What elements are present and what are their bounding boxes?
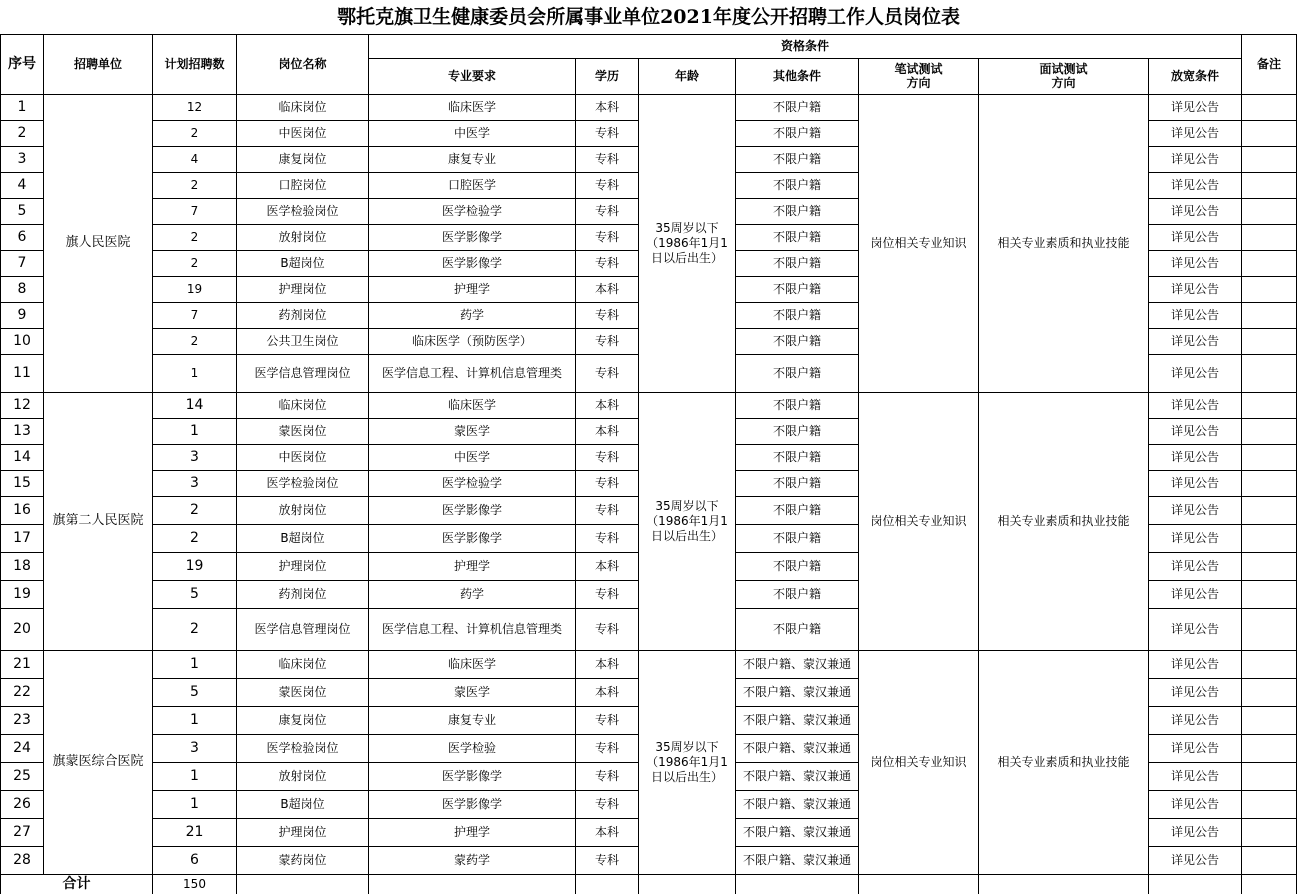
row-education: 专科 — [576, 302, 639, 328]
row-education: 专科 — [576, 354, 639, 392]
row-education: 专科 — [576, 146, 639, 172]
row-relax-conditions: 详见公告 — [1149, 496, 1242, 524]
row-education: 专科 — [576, 524, 639, 552]
row-education: 专科 — [576, 734, 639, 762]
row-relax-conditions: 详见公告 — [1149, 650, 1242, 678]
row-count: 1 — [153, 790, 237, 818]
row-count: 2 — [153, 524, 237, 552]
row-count: 19 — [153, 276, 237, 302]
row-relax-conditions: 详见公告 — [1149, 120, 1242, 146]
row-post: 临床岗位 — [237, 650, 369, 678]
row-note — [1242, 120, 1297, 146]
row-education: 专科 — [576, 790, 639, 818]
row-major: 蒙药学 — [369, 846, 576, 874]
row-relax-conditions: 详见公告 — [1149, 302, 1242, 328]
row-major: 医学信息工程、计算机信息管理类 — [369, 608, 576, 650]
row-other-conditions: 不限户籍、蒙汉兼通 — [736, 790, 859, 818]
row-education: 本科 — [576, 650, 639, 678]
row-major: 康复专业 — [369, 146, 576, 172]
row-post: 放射岗位 — [237, 496, 369, 524]
row-education: 专科 — [576, 198, 639, 224]
row-post: 康复岗位 — [237, 706, 369, 734]
row-count: 7 — [153, 302, 237, 328]
row-note — [1242, 250, 1297, 276]
row-major: 临床医学 — [369, 94, 576, 120]
row-post: 药剂岗位 — [237, 580, 369, 608]
empty-cell — [1242, 874, 1297, 894]
row-major: 临床医学 — [369, 650, 576, 678]
row-major: 中医学 — [369, 444, 576, 470]
interview-direction: 相关专业素质和执业技能 — [979, 650, 1149, 874]
row-post: B超岗位 — [237, 790, 369, 818]
row-major: 医学信息工程、计算机信息管理类 — [369, 354, 576, 392]
row-education: 专科 — [576, 224, 639, 250]
row-seq: 18 — [1, 552, 44, 580]
row-education: 本科 — [576, 418, 639, 444]
header-qualifications: 资格条件 — [369, 34, 1242, 58]
row-post: 医学检验岗位 — [237, 734, 369, 762]
row-post: 医学信息管理岗位 — [237, 608, 369, 650]
header-seq: 序号 — [1, 34, 44, 94]
row-relax-conditions: 详见公告 — [1149, 790, 1242, 818]
row-note — [1242, 706, 1297, 734]
row-seq: 11 — [1, 354, 44, 392]
row-other-conditions: 不限户籍 — [736, 552, 859, 580]
row-major: 康复专业 — [369, 706, 576, 734]
row-major: 医学影像学 — [369, 524, 576, 552]
row-relax-conditions: 详见公告 — [1149, 846, 1242, 874]
row-seq: 14 — [1, 444, 44, 470]
row-relax-conditions: 详见公告 — [1149, 552, 1242, 580]
row-relax-conditions: 详见公告 — [1149, 276, 1242, 302]
row-seq: 7 — [1, 250, 44, 276]
row-seq: 4 — [1, 172, 44, 198]
row-major: 医学影像学 — [369, 224, 576, 250]
written-test-direction: 岗位相关专业知识 — [859, 392, 979, 650]
row-post: 中医岗位 — [237, 120, 369, 146]
row-relax-conditions: 详见公告 — [1149, 762, 1242, 790]
row-seq: 16 — [1, 496, 44, 524]
row-count: 2 — [153, 328, 237, 354]
row-relax-conditions: 详见公告 — [1149, 328, 1242, 354]
row-other-conditions: 不限户籍 — [736, 224, 859, 250]
row-other-conditions: 不限户籍、蒙汉兼通 — [736, 734, 859, 762]
row-seq: 26 — [1, 790, 44, 818]
row-post: 蒙药岗位 — [237, 846, 369, 874]
row-education: 专科 — [576, 444, 639, 470]
row-seq: 1 — [1, 94, 44, 120]
row-major: 药学 — [369, 302, 576, 328]
row-other-conditions: 不限户籍 — [736, 250, 859, 276]
row-other-conditions: 不限户籍 — [736, 608, 859, 650]
row-education: 专科 — [576, 250, 639, 276]
hiring-unit: 旗蒙医综合医院 — [44, 650, 153, 874]
row-note — [1242, 580, 1297, 608]
row-seq: 23 — [1, 706, 44, 734]
row-post: 临床岗位 — [237, 392, 369, 418]
row-seq: 9 — [1, 302, 44, 328]
interview-direction: 相关专业素质和执业技能 — [979, 392, 1149, 650]
row-other-conditions: 不限户籍 — [736, 392, 859, 418]
row-note — [1242, 94, 1297, 120]
row-major: 医学影像学 — [369, 250, 576, 276]
row-post: 放射岗位 — [237, 762, 369, 790]
row-post: 中医岗位 — [237, 444, 369, 470]
row-major: 护理学 — [369, 552, 576, 580]
row-post: 护理岗位 — [237, 276, 369, 302]
hiring-unit: 旗人民医院 — [44, 94, 153, 392]
empty-cell — [859, 874, 979, 894]
row-count: 14 — [153, 392, 237, 418]
row-note — [1242, 734, 1297, 762]
row-relax-conditions: 详见公告 — [1149, 392, 1242, 418]
empty-cell — [979, 874, 1149, 894]
row-other-conditions: 不限户籍 — [736, 354, 859, 392]
row-seq: 10 — [1, 328, 44, 354]
row-count: 5 — [153, 678, 237, 706]
row-note — [1242, 470, 1297, 496]
row-post: 医学检验岗位 — [237, 198, 369, 224]
row-major: 护理学 — [369, 276, 576, 302]
row-other-conditions: 不限户籍、蒙汉兼通 — [736, 762, 859, 790]
row-relax-conditions: 详见公告 — [1149, 444, 1242, 470]
row-count: 5 — [153, 580, 237, 608]
total-value: 150 — [153, 874, 237, 894]
row-relax-conditions: 详见公告 — [1149, 418, 1242, 444]
row-education: 专科 — [576, 706, 639, 734]
row-note — [1242, 354, 1297, 392]
row-education: 专科 — [576, 496, 639, 524]
row-post: B超岗位 — [237, 250, 369, 276]
empty-cell — [736, 874, 859, 894]
row-other-conditions: 不限户籍 — [736, 524, 859, 552]
row-note — [1242, 328, 1297, 354]
row-major: 蒙医学 — [369, 678, 576, 706]
row-education: 专科 — [576, 172, 639, 198]
row-seq: 2 — [1, 120, 44, 146]
header-plan: 计划招聘数 — [153, 34, 237, 94]
row-post: 蒙医岗位 — [237, 678, 369, 706]
row-relax-conditions: 详见公告 — [1149, 580, 1242, 608]
interview-direction: 相关专业素质和执业技能 — [979, 94, 1149, 392]
row-post: B超岗位 — [237, 524, 369, 552]
age-requirement: 35周岁以下（1986年1月1日以后出生） — [639, 392, 736, 650]
row-seq: 28 — [1, 846, 44, 874]
header-education: 学历 — [576, 58, 639, 94]
row-note — [1242, 524, 1297, 552]
row-education: 专科 — [576, 762, 639, 790]
row-other-conditions: 不限户籍 — [736, 120, 859, 146]
row-relax-conditions: 详见公告 — [1149, 818, 1242, 846]
row-post: 公共卫生岗位 — [237, 328, 369, 354]
row-education: 本科 — [576, 392, 639, 418]
row-education: 本科 — [576, 276, 639, 302]
row-other-conditions: 不限户籍、蒙汉兼通 — [736, 846, 859, 874]
row-relax-conditions: 详见公告 — [1149, 706, 1242, 734]
row-other-conditions: 不限户籍、蒙汉兼通 — [736, 706, 859, 734]
row-count: 2 — [153, 224, 237, 250]
header-major: 专业要求 — [369, 58, 576, 94]
empty-cell — [369, 874, 576, 894]
row-seq: 6 — [1, 224, 44, 250]
row-major: 医学检验学 — [369, 470, 576, 496]
row-other-conditions: 不限户籍 — [736, 276, 859, 302]
row-note — [1242, 846, 1297, 874]
row-education: 本科 — [576, 552, 639, 580]
header-interview: 面试测试 方向 — [979, 58, 1149, 94]
row-education: 专科 — [576, 580, 639, 608]
row-relax-conditions: 详见公告 — [1149, 198, 1242, 224]
row-seq: 12 — [1, 392, 44, 418]
row-other-conditions: 不限户籍 — [736, 580, 859, 608]
row-education: 专科 — [576, 120, 639, 146]
row-post: 护理岗位 — [237, 552, 369, 580]
row-relax-conditions: 详见公告 — [1149, 146, 1242, 172]
row-seq: 21 — [1, 650, 44, 678]
row-seq: 20 — [1, 608, 44, 650]
header-age: 年龄 — [639, 58, 736, 94]
header-post: 岗位名称 — [237, 34, 369, 94]
row-seq: 5 — [1, 198, 44, 224]
row-count: 3 — [153, 444, 237, 470]
row-major: 医学检验 — [369, 734, 576, 762]
row-other-conditions: 不限户籍 — [736, 198, 859, 224]
row-count: 2 — [153, 496, 237, 524]
row-count: 4 — [153, 146, 237, 172]
row-note — [1242, 224, 1297, 250]
row-post: 康复岗位 — [237, 146, 369, 172]
row-relax-conditions: 详见公告 — [1149, 94, 1242, 120]
row-seq: 27 — [1, 818, 44, 846]
header-unit: 招聘单位 — [44, 34, 153, 94]
header-written: 笔试测试 方向 — [859, 58, 979, 94]
row-major: 中医学 — [369, 120, 576, 146]
row-other-conditions: 不限户籍 — [736, 172, 859, 198]
row-count: 7 — [153, 198, 237, 224]
row-note — [1242, 608, 1297, 650]
row-other-conditions: 不限户籍 — [736, 94, 859, 120]
age-requirement: 35周岁以下（1986年1月1日以后出生） — [639, 94, 736, 392]
row-post: 药剂岗位 — [237, 302, 369, 328]
row-other-conditions: 不限户籍、蒙汉兼通 — [736, 650, 859, 678]
row-count: 1 — [153, 706, 237, 734]
row-education: 专科 — [576, 608, 639, 650]
row-other-conditions: 不限户籍 — [736, 146, 859, 172]
table-row — [1, 392, 1297, 418]
age-requirement: 35周岁以下（1986年1月1日以后出生） — [639, 650, 736, 874]
row-count: 2 — [153, 172, 237, 198]
row-count: 1 — [153, 418, 237, 444]
row-relax-conditions: 详见公告 — [1149, 172, 1242, 198]
row-relax-conditions: 详见公告 — [1149, 524, 1242, 552]
row-note — [1242, 198, 1297, 224]
row-other-conditions: 不限户籍 — [736, 470, 859, 496]
total-label: 合计 — [1, 874, 153, 894]
row-seq: 25 — [1, 762, 44, 790]
total-row — [1, 874, 1297, 894]
row-post: 放射岗位 — [237, 224, 369, 250]
row-seq: 15 — [1, 470, 44, 496]
row-post: 医学检验岗位 — [237, 470, 369, 496]
row-note — [1242, 650, 1297, 678]
row-count: 2 — [153, 120, 237, 146]
row-count: 12 — [153, 94, 237, 120]
row-count: 3 — [153, 734, 237, 762]
hiring-unit: 旗第二人民医院 — [44, 392, 153, 650]
row-count: 19 — [153, 552, 237, 580]
empty-cell — [576, 874, 639, 894]
empty-cell — [237, 874, 369, 894]
row-education: 本科 — [576, 818, 639, 846]
row-education: 本科 — [576, 678, 639, 706]
row-note — [1242, 762, 1297, 790]
row-count: 2 — [153, 608, 237, 650]
row-major: 临床医学 — [369, 392, 576, 418]
row-seq: 17 — [1, 524, 44, 552]
row-major: 医学影像学 — [369, 790, 576, 818]
row-other-conditions: 不限户籍 — [736, 302, 859, 328]
row-note — [1242, 392, 1297, 418]
row-other-conditions: 不限户籍、蒙汉兼通 — [736, 678, 859, 706]
header-note: 备注 — [1242, 34, 1297, 94]
row-major: 蒙医学 — [369, 418, 576, 444]
row-count: 1 — [153, 762, 237, 790]
row-note — [1242, 552, 1297, 580]
row-seq: 24 — [1, 734, 44, 762]
row-relax-conditions: 详见公告 — [1149, 608, 1242, 650]
row-major: 口腔医学 — [369, 172, 576, 198]
row-count: 6 — [153, 846, 237, 874]
empty-cell — [1149, 874, 1242, 894]
row-count: 1 — [153, 650, 237, 678]
row-seq: 8 — [1, 276, 44, 302]
row-other-conditions: 不限户籍 — [736, 328, 859, 354]
row-note — [1242, 678, 1297, 706]
row-post: 蒙医岗位 — [237, 418, 369, 444]
row-note — [1242, 276, 1297, 302]
row-relax-conditions: 详见公告 — [1149, 678, 1242, 706]
row-education: 本科 — [576, 94, 639, 120]
header-other: 其他条件 — [736, 58, 859, 94]
row-post: 医学信息管理岗位 — [237, 354, 369, 392]
row-relax-conditions: 详见公告 — [1149, 470, 1242, 496]
row-relax-conditions: 详见公告 — [1149, 734, 1242, 762]
row-note — [1242, 818, 1297, 846]
row-count: 3 — [153, 470, 237, 496]
row-education: 专科 — [576, 470, 639, 496]
row-post: 护理岗位 — [237, 818, 369, 846]
page-title: 鄂托克旗卫生健康委员会所属事业单位2021年度公开招聘工作人员岗位表 — [1, 0, 1297, 34]
row-major: 护理学 — [369, 818, 576, 846]
empty-cell — [639, 874, 736, 894]
row-major: 医学影像学 — [369, 762, 576, 790]
row-seq: 19 — [1, 580, 44, 608]
row-note — [1242, 496, 1297, 524]
row-major: 医学影像学 — [369, 496, 576, 524]
written-test-direction: 岗位相关专业知识 — [859, 650, 979, 874]
header-relax: 放宽条件 — [1149, 58, 1242, 94]
row-major: 临床医学（预防医学） — [369, 328, 576, 354]
row-relax-conditions: 详见公告 — [1149, 250, 1242, 276]
row-education: 专科 — [576, 328, 639, 354]
row-major: 医学检验学 — [369, 198, 576, 224]
row-other-conditions: 不限户籍、蒙汉兼通 — [736, 818, 859, 846]
table-row — [1, 650, 1297, 678]
row-seq: 13 — [1, 418, 44, 444]
row-post: 临床岗位 — [237, 94, 369, 120]
row-other-conditions: 不限户籍 — [736, 444, 859, 470]
row-count: 2 — [153, 250, 237, 276]
row-count: 21 — [153, 818, 237, 846]
row-major: 药学 — [369, 580, 576, 608]
row-note — [1242, 790, 1297, 818]
row-seq: 3 — [1, 146, 44, 172]
row-relax-conditions: 详见公告 — [1149, 224, 1242, 250]
row-relax-conditions: 详见公告 — [1149, 354, 1242, 392]
row-note — [1242, 418, 1297, 444]
row-seq: 22 — [1, 678, 44, 706]
table-row — [1, 94, 1297, 120]
row-education: 专科 — [576, 846, 639, 874]
row-other-conditions: 不限户籍 — [736, 418, 859, 444]
row-count: 1 — [153, 354, 237, 392]
row-note — [1242, 302, 1297, 328]
row-note — [1242, 444, 1297, 470]
written-test-direction: 岗位相关专业知识 — [859, 94, 979, 392]
row-other-conditions: 不限户籍 — [736, 496, 859, 524]
row-post: 口腔岗位 — [237, 172, 369, 198]
row-note — [1242, 172, 1297, 198]
row-note — [1242, 146, 1297, 172]
